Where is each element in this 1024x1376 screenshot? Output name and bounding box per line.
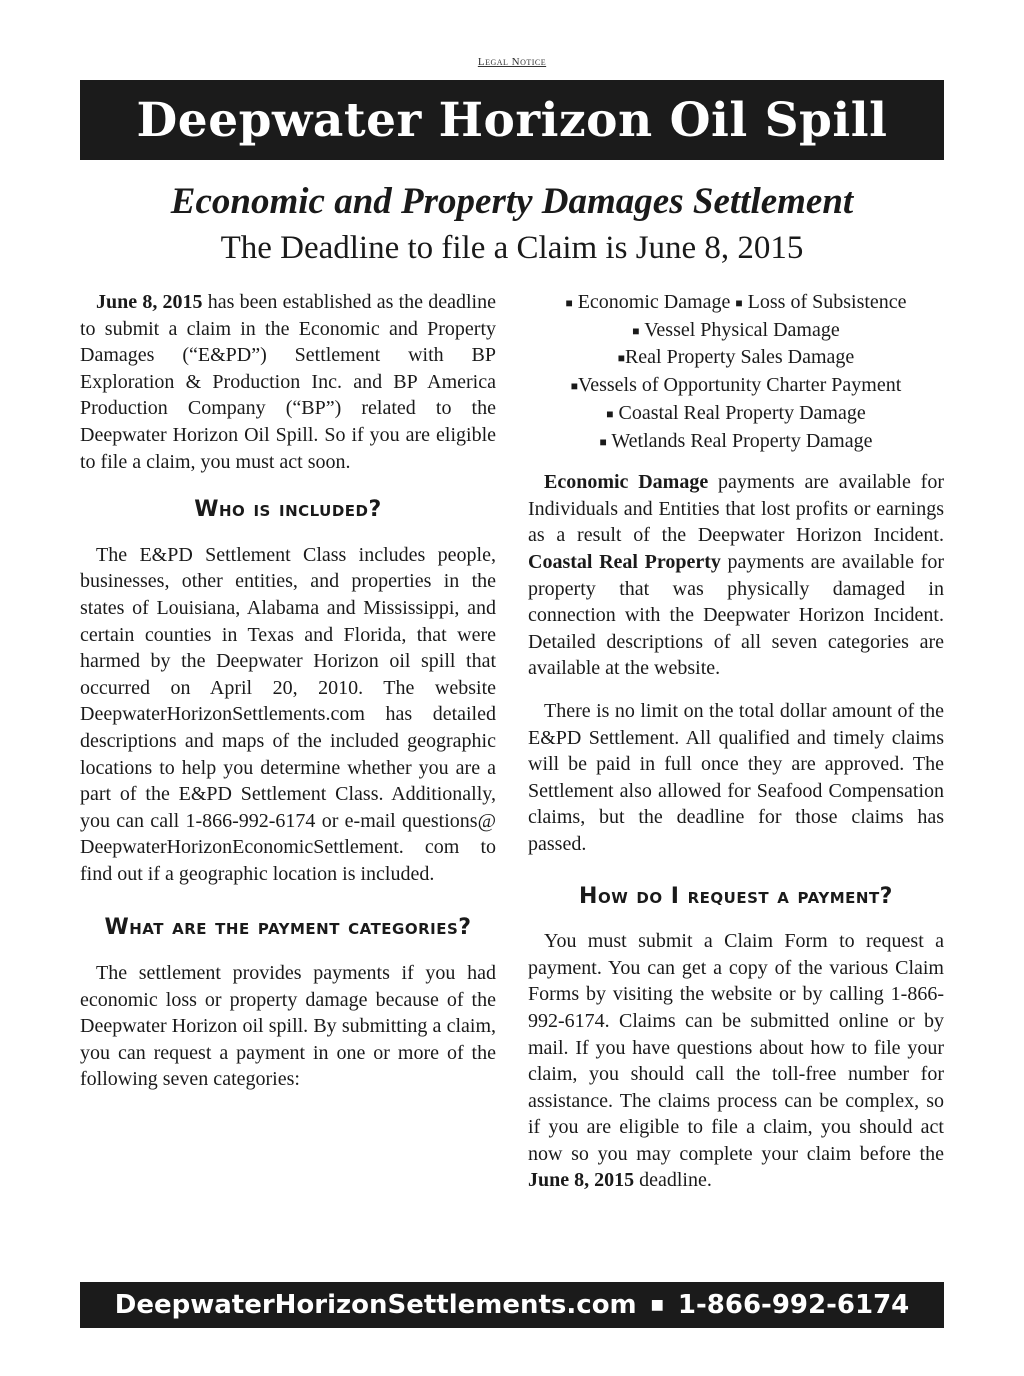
list-item: ■ Economic Damage ■ Loss of Subsistence	[565, 291, 907, 313]
square-bullet-icon: ■	[565, 296, 573, 311]
payment-categories-heading: What are the payment categories?	[104, 915, 472, 941]
economic-damage-paragraph: Economic Damage payments are available for Individuals and Entities that lost profits or earnings as a result of the Deepwater Horizon Incident. Coastal Real Property payments are available for property that was physically damaged in connection with the Deepwater Horizon Incident. Detailed descriptions of all seven categories are available at the website.	[528, 471, 944, 680]
request-payment-heading: How do I request a payment?	[579, 883, 893, 909]
payment-categories-paragraph: The settlement provides payments if you had economic loss or property damage because of the Deepwater Horizon oil spill. By submitting a claim, you can request a payment in one or more of the following seven categories:	[80, 962, 496, 1091]
title-banner	[80, 80, 944, 160]
deadline-line: The Deadline to file a Claim is June 8, 2015	[220, 230, 804, 266]
list-item: ■ Coastal Real Property Damage	[606, 401, 866, 424]
square-bullet-icon: ■	[632, 323, 640, 338]
website-link[interactable]: DeepwaterHorizonSettlements.com	[114, 1290, 637, 1320]
footer-banner	[80, 1282, 944, 1328]
square-bullet-icon: ■	[606, 406, 614, 421]
list-item: ■Real Property Sales Damage	[617, 346, 855, 369]
no-limit-paragraph: There is no limit on the total dollar amount of the E&PD Settlement. All qualified and timely claims will be paid in full once they are approved. The Settlement also allowed for Seafood Compensation claims, but the deadline for those claims has passed.	[528, 699, 944, 855]
who-included-heading: Who is included?	[194, 497, 382, 523]
square-bullet-icon: ■	[570, 379, 578, 394]
category-list	[528, 289, 944, 455]
intro-paragraph	[80, 289, 496, 475]
request-payment-paragraph: You must submit a Claim Form to request a payment. You can get a copy of the various Claim Forms by visiting the website or by calling 1-866-992-6174. Claims can be submitted online or by mail. If you have questions about how to file your claim, you should call the toll-free number for assistance. The claims process can be complex, so if you are eligible to file a claim, you should act now so you may complete your claim before the June 8, 2015 deadline.	[528, 930, 944, 1192]
list-item: ■ Vessel Physical Damage	[632, 318, 840, 341]
legal-notice-kicker: Legal Notice	[477, 56, 547, 68]
intro-date: June 8, 2015	[96, 291, 203, 313]
square-bullet-icon: ■	[735, 296, 743, 311]
who-included-paragraph: The E&PD Settlement Class includes people, businesses, other entities, and properties in the states of Louisiana, Alabama and Mississippi, and certain counties in Texas and Florida, that were harmed by the Deepwater Horizon oil spill that occurred on April 20, 2010. The website DeepwaterHorizonSettlements.com has detailed descriptions and maps of the included geographic locations to help you determine whether you are a part of the E&PD Settlement Class. Additionally, you can call 1-866-992-6174 or e-mail questions@ DeepwaterHorizonEconomicSettlement. com to find out if a geographic location is included.	[80, 543, 496, 885]
intro-text: has been established as the deadline to submit a claim in the Economic and Property Damages (“E&PD”) Settlement with BP Exploration & Production Inc. and BP America Production Company (“BP”) related to the Deepwater Horizon Oil Spill. So if you are eligible to file a claim, you must act soon.	[80, 291, 496, 473]
phone-number[interactable]: 1-866-992-6174	[677, 1290, 910, 1320]
square-bullet-icon: ■	[617, 351, 625, 366]
left-column	[80, 289, 496, 1109]
page-subtitle: Economic and Property Damages Settlement	[170, 181, 854, 222]
square-bullet-icon: ■	[599, 434, 607, 449]
list-item: ■Vessels of Opportunity Charter Payment	[570, 374, 902, 397]
square-separator-icon: ■	[650, 1297, 664, 1313]
list-item: ■ Wetlands Real Property Damage	[599, 429, 873, 452]
page-title: Deepwater Horizon Oil Spill	[136, 92, 888, 148]
right-column	[528, 289, 944, 1210]
